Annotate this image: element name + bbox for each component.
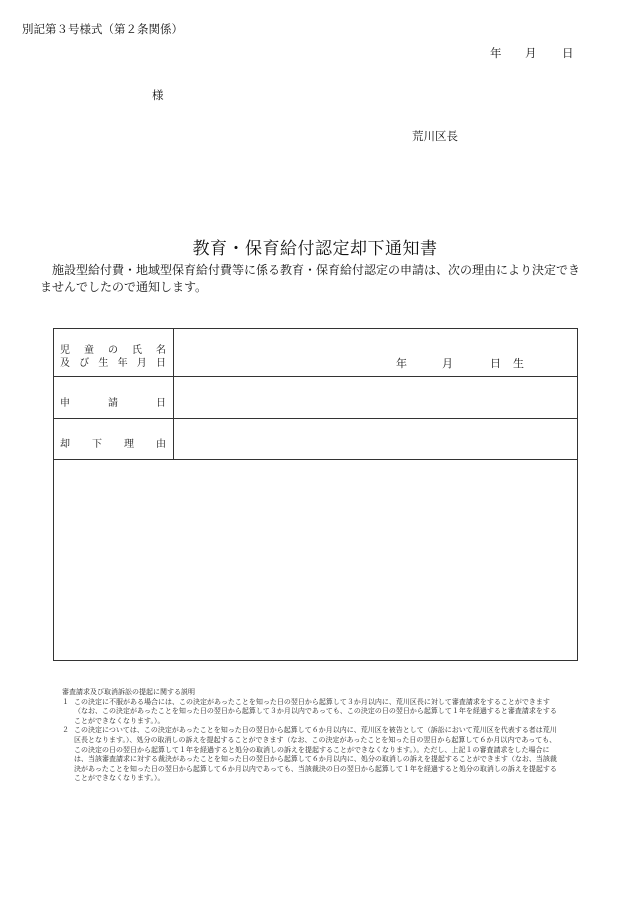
date-day-label: 日	[562, 46, 574, 60]
note-number: １	[62, 697, 69, 706]
label-char: 童	[84, 345, 94, 356]
label-char: 及	[60, 358, 70, 369]
birth-day-label: 日	[490, 357, 501, 370]
rejection-reason-label	[60, 435, 166, 450]
label-char: 日	[156, 398, 166, 409]
note-number: ２	[62, 726, 69, 735]
label-char: 年	[117, 358, 128, 369]
birthdate-label	[60, 354, 166, 369]
note-item	[62, 726, 558, 784]
label-char: 児	[60, 345, 70, 356]
label-char: 下	[92, 439, 102, 450]
note-item	[62, 698, 558, 727]
document-title: 教育・保育給付認定却下通知書	[192, 239, 438, 259]
addressee-suffix: 様	[152, 88, 164, 102]
label-char: の	[108, 345, 118, 356]
label-char: 氏	[132, 345, 142, 356]
rejection-form-table	[53, 328, 578, 661]
appeal-notes	[62, 688, 558, 784]
form-number: 別記第３号様式（第２条関係）	[22, 22, 183, 36]
date-year-label: 年	[490, 46, 502, 60]
child-name-birthdate-row	[54, 329, 577, 377]
label-char: 生	[98, 358, 109, 369]
label-char: 理	[124, 439, 134, 450]
note-text: この決定に不服がある場合には、この決定があったことを知った日の翌日から起算して３か月以内に、荒川区長に対して審査請求をすることができます（なお、この決定があったことを知った日の翌日から起算して３か月以内であっても、この決定の日の翌日から起算して１年を経過すると審査請求をすることができなくなります。）。	[74, 697, 557, 725]
birth-suffix-label: 生	[513, 357, 524, 370]
label-char: 名	[156, 345, 166, 356]
date-month-label: 月	[525, 46, 537, 60]
note-text: この決定については、この決定があったことを知った日の翌日から起算して６か月以内に、荒川区を被告として（訴訟において荒川区を代表する者は荒川区長となります。）、処分の取消しの訴えを提起することができます（なお、この決定があったことを知った日の翌日から起算して６か月以内であっても、この決定の日の翌日から起算して１年を経過すると処分の取消しの訴えを提起することができなくなります。）。ただし、上記１の審査請求をした場合には、当該審査請求に対する裁決があったことを知った日の翌日から起算して６か月以内に、処分の取消しの訴えを提起することができます（なお、当該裁決があったことを知った日の翌日から起算して６か月以内であっても、当該裁決の日の翌日から起算して１年を経過すると処分の取消しの訴えを提起することができなくなります。）。	[74, 726, 557, 783]
birth-month-label: 月	[442, 357, 453, 370]
intro-paragraph: 施設型給付費・地域型保育給付費等に係る教育・保育給付認定の申請は、次の理由により決定できませんでしたので通知します。	[40, 263, 581, 294]
label-column-divider	[173, 329, 174, 460]
label-char: び	[79, 358, 90, 369]
label-char: 月	[136, 358, 147, 369]
birth-year-label: 年	[396, 357, 407, 370]
label-char: 日	[155, 358, 166, 369]
label-char: 却	[60, 439, 70, 450]
application-date-label	[60, 394, 166, 409]
rejection-reason-row	[54, 419, 577, 460]
label-char: 請	[108, 398, 118, 409]
label-char: 申	[60, 398, 70, 409]
issuer-name: 荒川区長	[412, 129, 458, 143]
notes-heading: 審査請求及び取消訴訟の提起に関する説明	[62, 688, 195, 696]
application-date-row	[54, 377, 577, 419]
label-char: 由	[156, 439, 166, 450]
